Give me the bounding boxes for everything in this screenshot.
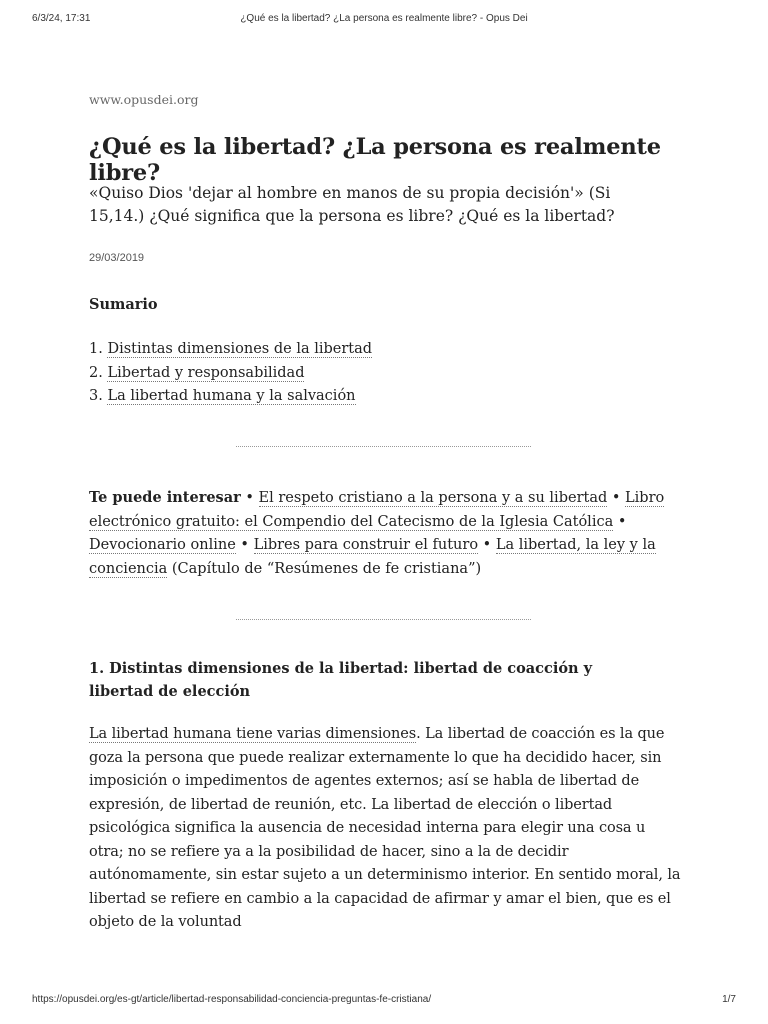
article-subtitle: «Quiso Dios 'dejar al hombre en manos de su propia decisión'» (Si 15,14.) ¿Qué significa que la persona es libre? ¿Qué es la libertad? xyxy=(89,184,615,225)
summary-link-salvation[interactable]: La libertad humana y la salvación xyxy=(107,388,356,404)
dimensions-link[interactable]: La libertad humana tiene varias dimensiones xyxy=(89,726,417,742)
bullet-separator: • xyxy=(617,513,627,530)
summary-item xyxy=(89,385,372,409)
page-number: 1/7 xyxy=(722,994,736,1005)
summary-heading: Sumario xyxy=(89,296,158,313)
section-heading: 1. Distintas dimensiones de la libertad: libertad de coacción y libertad de elección xyxy=(89,660,593,700)
summary-item xyxy=(89,338,372,362)
related-link-respect[interactable]: El respeto cristiano a la persona y a su libertad xyxy=(258,490,608,506)
bullet-separator: • xyxy=(611,490,621,506)
article-title: ¿Qué es la libertad? ¿La persona es realmente libre? xyxy=(89,134,661,186)
paragraph-text: . La libertad de coacción es la que goza la persona que puede realizar externamente lo que ha decidido hacer, sin imposición o impedimentos de agentes externos; así se habla de libertad de expresión, de libertad de reunión, etc. La libertad de elección o libertad psicológica significa la ausencia de necesidad interna para elegir una cosa u otra; no se refiere ya a la posibilidad de hacer, sino a la de decidir autónomamente, sin estar sujeto a un determinismo interior. En sentido moral, la libertad se refiere en cambio a la capacidad de afirmar y amar el bien, que es el objeto de la voluntad xyxy=(89,726,681,930)
summary-list xyxy=(89,338,372,409)
article-date: 29/03/2019 xyxy=(89,252,145,264)
bullet-separator: • xyxy=(245,490,254,506)
related-link-ebook[interactable]: Libro electrónico gratuito: el Compendio del Catecismo de la Iglesia Católica xyxy=(89,490,665,530)
summary-item-number: 2. xyxy=(89,364,103,381)
related-link-devotional[interactable]: Devocionario online xyxy=(89,537,236,553)
summary-item-number: 1. xyxy=(89,341,103,357)
divider xyxy=(236,619,531,620)
section-paragraph xyxy=(89,723,683,935)
related-link-conscience[interactable]: La libertad, la ley y la conciencia xyxy=(89,537,656,577)
summary-link-dimensions[interactable]: Distintas dimensiones de la libertad xyxy=(107,341,373,357)
bullet-separator: • xyxy=(240,537,249,553)
related-trailing-note: (Capítulo de “Resúmenes de fe cristiana”) xyxy=(171,560,482,577)
summary-link-responsibility[interactable]: Libertad y responsabilidad xyxy=(107,364,305,381)
divider xyxy=(236,446,531,447)
print-url: https://opusdei.org/es-gt/article/libertad-responsabilidad-conciencia-preguntas-fe-cristiana/ xyxy=(32,994,432,1005)
bullet-separator: • xyxy=(482,537,492,553)
print-page-title: ¿Qué es la libertad? ¿La persona es realmente libre? - Opus Dei xyxy=(240,13,528,24)
related-link-future[interactable]: Libres para construir el futuro xyxy=(253,537,479,553)
related-links xyxy=(89,486,669,581)
summary-item-number: 3. xyxy=(89,388,103,404)
summary-item xyxy=(89,362,372,386)
print-datetime: 6/3/24, 17:31 xyxy=(32,13,91,24)
site-name: www.opusdei.org xyxy=(89,92,199,107)
related-heading: Te puede interesar xyxy=(89,489,241,506)
